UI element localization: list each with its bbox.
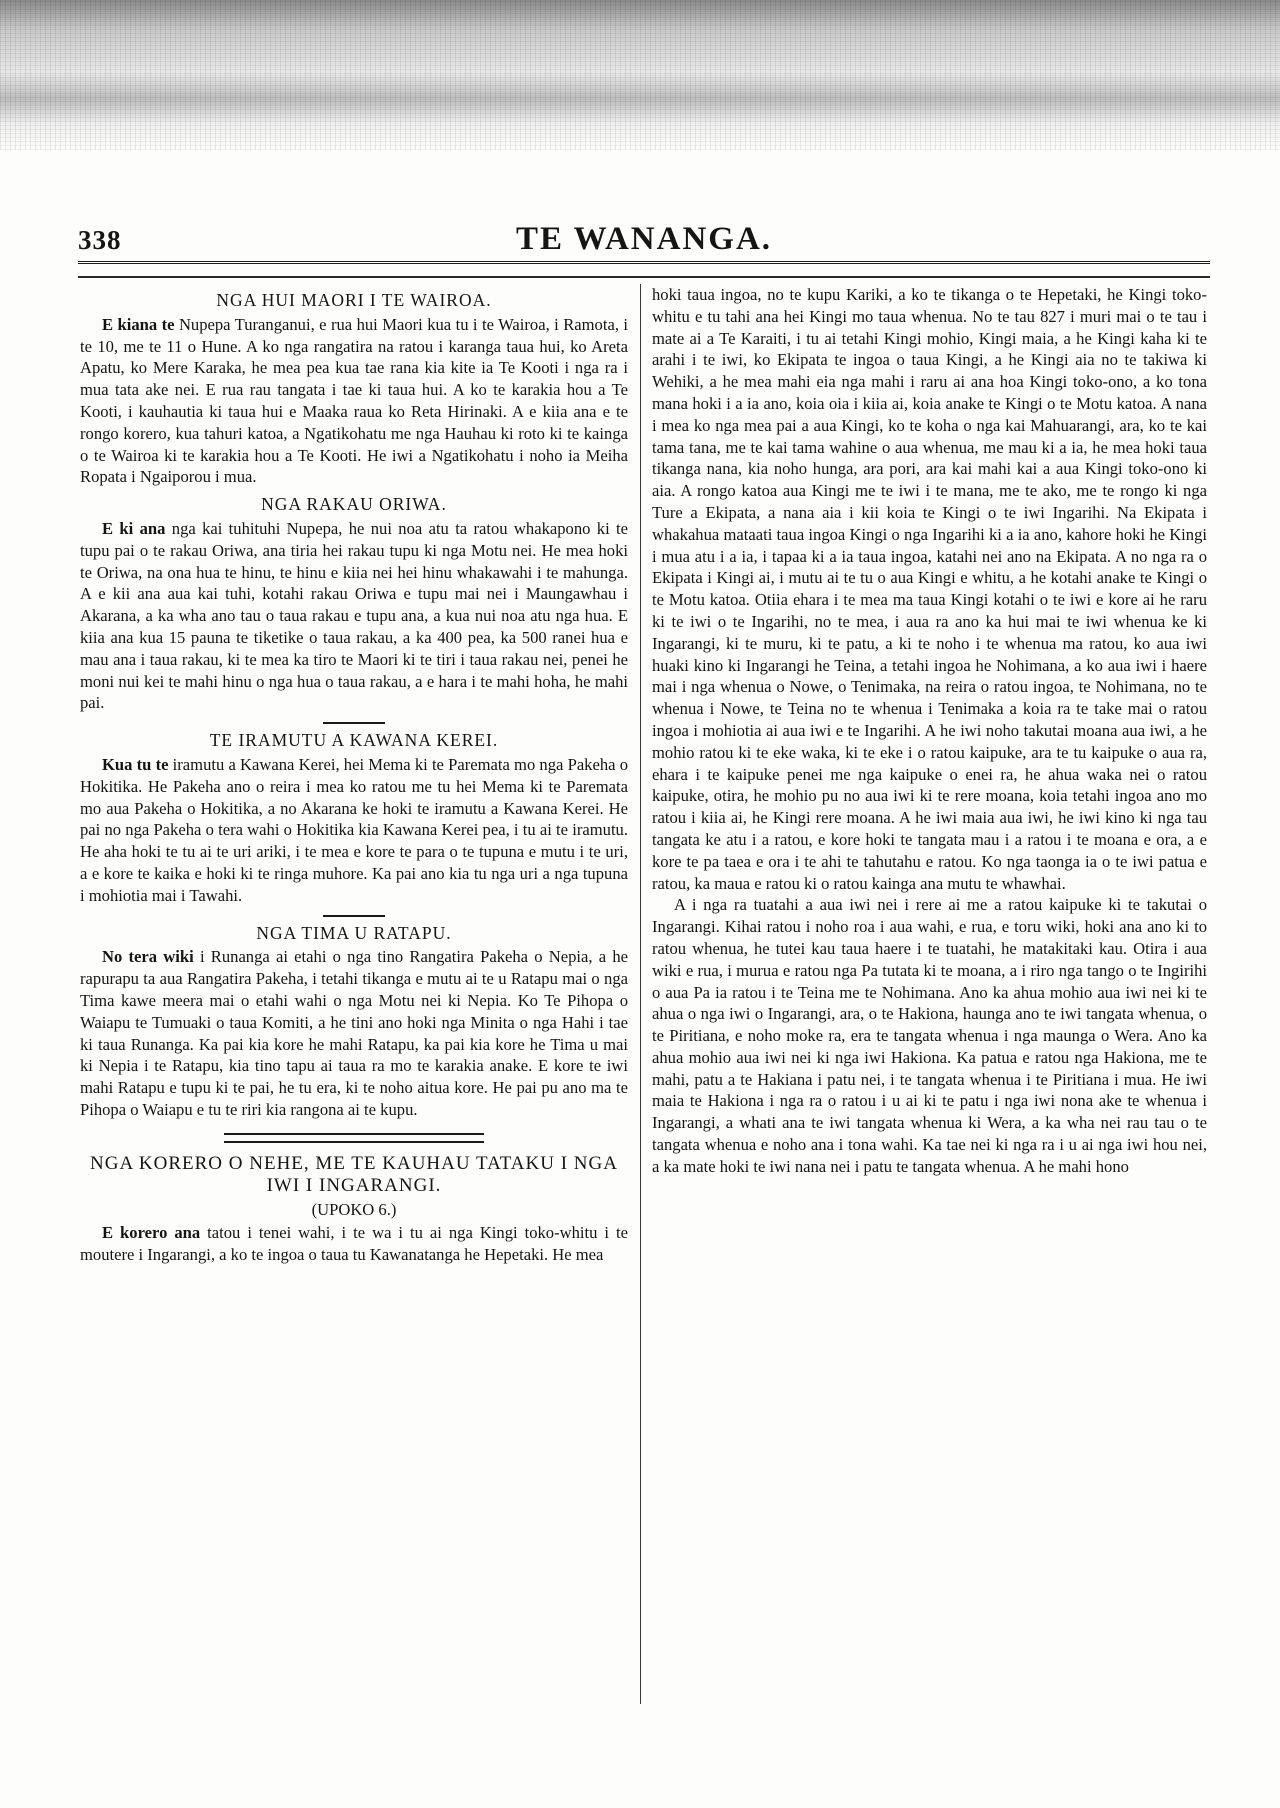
scan-top-band	[0, 0, 1280, 150]
article-body	[80, 518, 628, 714]
article-hui-maori	[80, 290, 628, 488]
article-body	[80, 1222, 628, 1266]
article-body	[80, 946, 628, 1120]
article-iramutu	[80, 730, 628, 906]
article-body	[80, 314, 628, 488]
column-top-rule	[78, 276, 1210, 278]
lead-words: E ki ana	[102, 518, 166, 538]
article-rakau-oriwa	[80, 494, 628, 714]
article-text: tatou i tenei wahi, i te wa i tu ai nga Kingi toko-whitu i te moutere i Ingarangi, a ko te ingoa o taua tu Kawanatanga he Hepetaki. He mea	[80, 1223, 628, 1265]
page-number: 338	[78, 225, 122, 255]
chapter-label: (UPOKO 6.)	[311, 1199, 397, 1219]
page-header	[78, 220, 1210, 264]
continuation-paragraph: A i nga ra tuatahi a aua iwi nei i rere ai me a ratou kaipuke ki te takutai o Ingarangi. Kihai ratou i noho roa i aua wahi, e rua, e toru wiki, hoki ana ano ki to ratou whenua, he tutei kau taua haere i te tuatahi, he matakitaki kau. Otira i aua wiki e rua, i murua e ratou nga Pa tutata ki te moana, a i riro nga tango o te Ingirihi o aua Pa ia ratou i te Teina me te Nohimana. Ano ka ahua mohio aua iwi nei ki te ahua o nga iwi o Ingarangi, ara, o te Hakiona, haunga ano te iwi tangata whenua, o te Piritiana, e noho moke ra, era te tangata whenua i nga maunga o Wera. Ano ka ahua mohio aua iwi nei ki nga iwi Hakiona. Ka patua e ratou nga Hakiona, me te mahi, patu a te Hakiana i patu nei, i te tangata whenua i te Piritiana i mua. He iwi maia te Hakiona i nga ra o ratou i u ai ki te patu i nga iwi nona ake te whenua i Ingarangi, a whati ana te iwi tangata whenua ki Wera, a ka wha nei rau tau o te tangata whenua e noho ana i tona wahi. Ka tae nei ki nga ra i u ai nga iwi hou nei, a ka mate hoki te iwi nana nei i patu te tangata whenua. A he mahi hono	[652, 895, 1207, 1176]
column-divider	[640, 284, 641, 1704]
article-body	[80, 754, 628, 907]
lead-words: No tera wiki	[102, 947, 194, 967]
continuation-paragraph: hoki taua ingoa, no te kupu Kariki, a ko te tikanga o te Hepetaki, he Kingi toko-whitu e tu tahi ana hei Kingi mo taua whenua. No te tau 827 i muri mai o te tau i mate ai a Te Karaiti, i tu ai tetahi Kingi mohio, Kingi maia, a he Kingi kaha ki te arahi i te iwi, ko Ekipata te ingoa o taua Kingi, a he Kingi aia no te takiwa ki Wehiki, a he mea mahi eia nga mahi i raru ai ana hoa Kingi toko-ono, a ko tona mana hoki i a ia ano, koia oia i kiia ai, koia anake te Kingi o te Motu katoa. A nana i mea ko nga mea pai a aua Kingi, ko te koha o nga kai Mahuarangi, ara, ko te kai tama tana, me te kai tama wahine o aua whenua, me mau ki a ia, he mea hoki taua tikanga nana, kia noho hunga, ara pori, ara kai mahi kai a aua Kingi toko-ono ki aia. A rongo katoa aua Kingi me te iwi i te mana, me te ako, me te rongo ki nga Ture a Ekipata, a nana aia i kii koia te Kingi o te iwi Ingarihi. Na Ekipata i whakahua mataati taua ingoa Kingi o nga Ingarihi ki a ia ano, kahore hoki he Kingi i mua atu i a ia, i tapaa ki a ia taua ingoa, katahi nei ano na Ekipata. A no nga ra o Ekipata i Kingi ai, i mutu ai te tu o aua Kingi e whitu, a he kotahi anake te Kingi o te Motu katoa. Otiia ehara i te mea ma taua Kingi kotahi o te iwi e kore ai he raru ki te iwi o te Ingarihi, no te mea, i aua ra ano ka hui mai te iwi whenua ke ki Ingarangi, ki te muru, ki te patu, a ki te noho i te whenua ma ratou, ko aua iwi huaki kino ki Ingarangi he Teina, a tetahi ingoa he Nohimana, a ko aua iwi i haere mai i nga whenua o Nowe, o Tenimaka, na reira o ratou ingoa, te Nohimana, no te whenua i Nowe, te Teina no te whenua i Tenimaka a koia ra te take mai o ratou ingoa i mohiotia ai aua iwi e te Ingarihi. A he iwi noho takutai moana aua iwi, a he mohio ratou ki te eke waka, ki te eke i o ratou kaipuke, ara te tu kaipuke o aua ra, ehara i te kaipuke penei me nga kaipuke o enei ra, he ahua waka nei o ratou kaipuke, otira, he mohio pu no aua iwi ki te rere moana, koia tetahi ingoa ano mo ratou i kiia ai, he Kingi rere moana. A he iwi maia aua iwi, he iwi kino ki nga tau tangata ke atu i a ratou, e kore hoki te tangata mau i a ratou i te moana e ora, a e kore te pa taea e ora i te ahi te tahutahu e ratou. Ko nga taonga ia o te iwi patua e ratou, ka maua e ratou ki o ratou kainga ana mutu te whawhai.	[652, 285, 1207, 893]
article-heading: TE IRAMUTU A KAWANA KEREI.	[209, 730, 499, 751]
lead-words: E korero ana	[102, 1223, 201, 1243]
section-rule	[323, 722, 385, 724]
masthead-title: TE WANANGA.	[515, 221, 773, 257]
lead-words: E kiana te	[102, 314, 175, 334]
left-column	[80, 284, 628, 1724]
section-rule	[323, 915, 385, 917]
article-heading: NGA RAKAU ORIWA.	[261, 494, 447, 515]
article-text: i Runanga ai etahi o nga tino Rangatira Pakeha o Nepia, a he rapurapu ta aua Rangatira Pakeha, i tetahi tikanga e mutu ai te u Ratapu mai o nga Tima kawe meera mai o etahi wahi o nga Motu nei ki Nepia. Ko Te Pihopa o Waiapu te Tumuaki o taua Komiti, a he tini ano hoki nga Minita o nga Hahi i tae ki taua Runanga. Ka pai kia kore he mahi Ratapu, ka pai kia kore he Tima u mai ki Nepia i te Ratapu, kia tino tapu ai taua ra mo te karakia anake. E kore te iwi mahi Ratapu e tupu ki te pai, he tu era, ki te noho aitua kore. He pai pu ano ma te Pihopa o Waiapu e tu te riri kia rangona ai te kupu.	[80, 947, 628, 1119]
right-column	[652, 284, 1207, 1724]
article-text: iramutu a Kawana Kerei, hei Mema ki te Paremata mo nga Pakeha o Hokitika. He Pakeha ano o reira i mea ko ratou me tu hei Mema ki te Paremata mo aua Pakeha o Hokitika, a no Akarana ke hoki te iramutu a Kawana Kerei. He pai no nga Pakeha o tera wahi o Hokitika kia Kawana Kerei pea, i tu ai te iramutu. He aha hoki te tu ai te uri ariki, i te mea e kore te para o te tupuna e mutu i te uri, a e kore te kaika e hoki ki te ringa muhore. Ka pai ano kia tu nga uri a nga tupuna i mohiotia mai i Tawahi.	[80, 754, 628, 905]
article-heading: NGA TIMA U RATAPU.	[256, 922, 452, 943]
article-heading: NGA KORERO O NEHE, ME TE KAUHAU TATAKU I NGA IWI I INGARANGI.	[90, 1152, 618, 1196]
article-heading: NGA HUI MAORI I TE WAIROA.	[216, 290, 492, 310]
section-double-rule	[224, 1133, 484, 1143]
header-rule	[78, 258, 1210, 264]
lead-words: Kua tu te	[102, 754, 169, 774]
article-korero-nehe	[80, 1153, 628, 1266]
article-tima-ratapu	[80, 923, 628, 1121]
article-text: Nupepa Turanganui, e rua hui Maori kua tu i te Wairoa, i Ramota, i te 10, me te 11 o Hune. A ko nga rangatira na ratou i karanga taua hui, ko Areta Apatu, ko Mere Karaka, he mea pea kua tae rana kia kite ia Te Kooti i nga ra i mua tata ake nei. E rua rau tangata i tae ki taua hui. A ko te karakia hou a Te Kooti, i kauhautia ki taua hui e Maaka raua ko Reta Hirinaki. A e kiia ana e te rongo korero, kua tahuri katoa, a Ngatikohatu me nga Hauhau ki roto ki te kainga o te Wairoa ki te karakia hou a Te Kooti. He iwi a Ngatikohatu i noho ia Meiha Ropata i Ngaiporou i mua.	[80, 314, 628, 487]
article-text: nga kai tuhituhi Nupepa, he nui noa atu ta ratou whakapono ki te tupu pai o te rakau Oriwa, ana tiria hei rakau tupu ki nga Motu nei. He mea hoki te Oriwa, na ona hua te hinu, te hinu e kiia nei hei hinu whakawahi i te mahunga. A e kii ana aua kai tuhi, kotahi rakau Oriwa e tupu mai nei i Maungawhau i Akarana, a ka wha ano tau o taua rakau e tupu ana, a kua nui noa atu nga hua. E kiia ana kua 15 pauna te tiketike o taua rakau, a ka 400 pea, ka 500 ranei hua e mau ana i taua rakau, ki te mea ka tiro te Maori ki te tiri i taua rakau nei, penei he moni nui kei te mahi hinu o nga hua o taua rakau, a e hara i te mahi hoha, he mahi pai.	[80, 518, 628, 713]
